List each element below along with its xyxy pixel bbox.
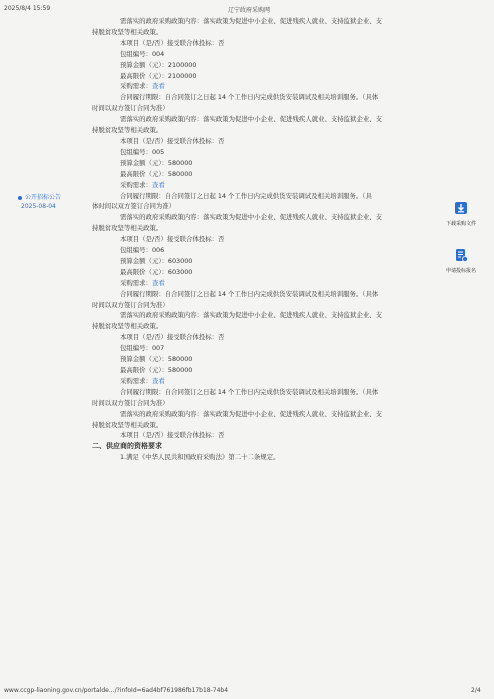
body-line: 持脱贫攻坚等相关政策。 [92,27,163,36]
announcement-type: 公开招标公告 [25,194,62,201]
body-line: 采购需求：查看 [120,82,165,91]
body-line: 本项目（是/否）接受联合体投标：否 [120,431,225,440]
body-line: 合同履行期限：自合同签订之日起 14 个工作日内完成供货安装调试及相关培训服务。（具 [120,191,372,200]
view-requirement-link[interactable]: 查看 [151,180,165,189]
body-line: 本项目（是/否）接受联合体投标：否 [120,38,225,47]
body-line: 预算金额（元）：580000 [120,355,193,364]
body-line: 持脱贫攻坚等相关政策。 [92,420,163,429]
apply-form-icon [454,248,468,262]
body-line: 包组编号：007 [120,344,165,353]
body-line: 采购需求：查看 [120,376,165,385]
body-line: 体时间以双方签订合同为准） [92,202,176,211]
body-line: 持脱贫攻坚等相关政策。 [92,126,163,135]
site-title: 辽宁政府采购网 [228,7,271,14]
body-line: 预算金额（元）：580000 [120,158,193,167]
body-line: 最高限价（元）：603000 [120,267,193,276]
download-document-button[interactable] [440,201,482,227]
body-line: 合同履行期限：自合同签订之日起 14 个工作日内完成供货安装调试及相关培训服务。（具体 [120,289,379,298]
body-line: 本项目（是/否）接受联合体投标：否 [120,333,225,342]
body-line: 需落实的政府采购政策内容：落实政策为促进中小企业、促进残疾人就业、支持监狱企业、支 [120,409,383,418]
download-icon [454,201,468,215]
body-line: 预算金额（元）：2100000 [120,60,197,69]
body-line: 采购需求：查看 [120,180,165,189]
body-line: 最高限价（元）：580000 [120,169,193,178]
page-number: 2/4 [471,687,481,694]
body-line: 采购需求：查看 [120,278,165,287]
bullet-icon [18,196,22,200]
announcement-date: 2025-08-04 [21,203,56,210]
section-heading: 二、供应商的资格要求 [92,442,162,451]
apply-label: 申请投标报名 [445,268,476,274]
body-line: 包组编号：004 [120,49,165,58]
body-line: 包组编号：005 [120,147,165,156]
body-line: 本项目（是/否）接受联合体投标：否 [120,136,225,145]
body-line: 合同履行期限：自合同签订之日起 14 个工作日内完成供货安装调试及相关培训服务。（具体 [120,93,379,102]
body-line: 持脱贫攻坚等相关政策。 [92,224,163,233]
body-line: 需落实的政府采购政策内容：落实政策为促进中小企业、促进残疾人就业、支持监狱企业、支 [120,311,383,320]
download-label: 下载采购文件 [445,221,476,227]
print-datetime: 2025/8/4 15:59 [4,5,51,12]
body-line: 本项目（是/否）接受联合体投标：否 [120,235,225,244]
body-line: 时间以双方签订合同为准） [92,300,169,309]
body-line: 合同履行期限：自合同签订之日起 14 个工作日内完成供货安装调试及相关培训服务。（具体 [120,387,379,396]
body-line: 时间以双方签订合同为准） [92,398,169,407]
body-line: 预算金额（元）：603000 [120,256,193,265]
body-line: 1.满足《中华人民共和国政府采购法》第二十二条规定。 [120,453,280,462]
body-line: 最高限价（元）：2100000 [120,71,197,80]
notice-body [92,16,438,463]
apply-bid-button[interactable] [440,248,482,274]
announcement-sidebar[interactable] [18,193,61,211]
view-requirement-link[interactable]: 查看 [151,82,165,91]
page-url[interactable]: www.ccgp-liaoning.gov.cn/portalde.../?infoId=6ad4bf761986fb17b18-74b4 [4,687,229,694]
body-line: 时间以双方签订合同为准） [92,104,169,113]
body-line: 最高限价（元）：580000 [120,366,193,374]
body-line: 需落实的政府采购政策内容：落实政策为促进中小企业、促进残疾人就业、支持监狱企业、支 [120,213,383,222]
body-line: 需落实的政府采购政策内容：落实政策为促进中小企业、促进残疾人就业、支持监狱企业、支 [120,17,383,25]
view-requirement-link[interactable]: 查看 [151,376,165,385]
view-requirement-link[interactable]: 查看 [151,278,165,287]
body-line: 包组编号：006 [120,246,165,255]
body-line: 持脱贫攻坚等相关政策。 [92,322,163,331]
body-line: 需落实的政府采购政策内容：落实政策为促进中小企业、促进残疾人就业、支持监狱企业、支 [120,115,383,124]
